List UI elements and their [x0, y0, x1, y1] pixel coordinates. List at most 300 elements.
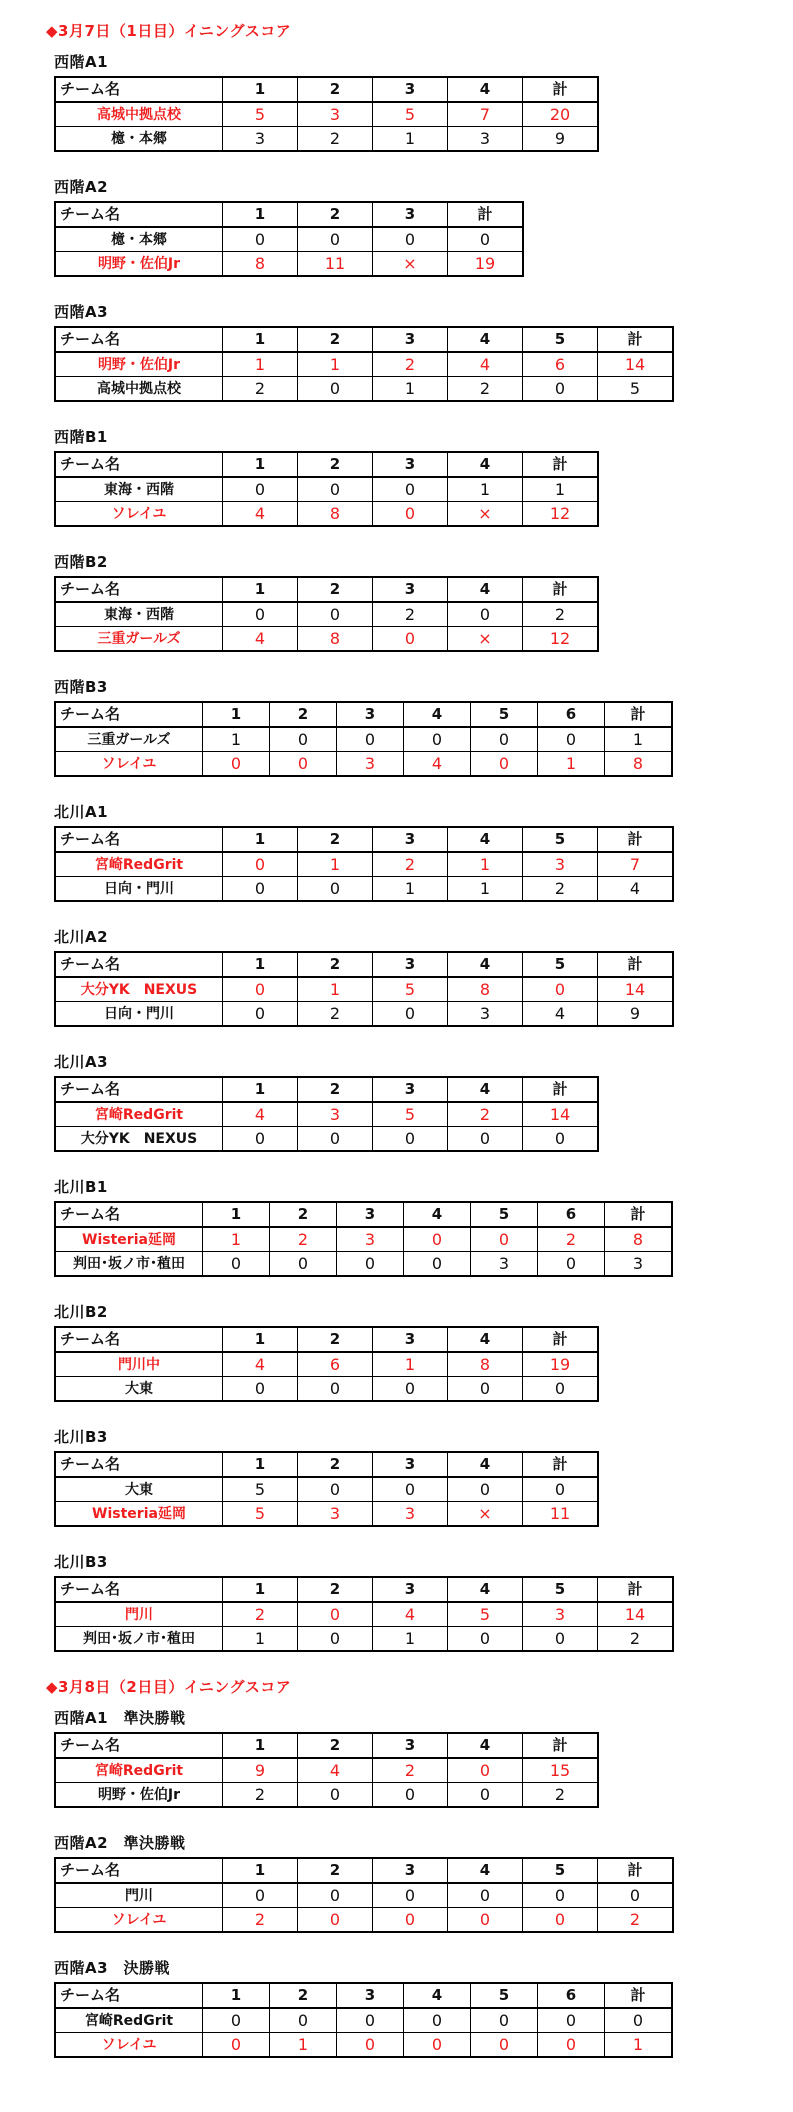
score-cell: 3: [373, 1502, 448, 1527]
total-cell: 20: [523, 102, 599, 127]
score-table: [54, 1451, 599, 1527]
inning-col-header: 3: [373, 77, 448, 102]
score-cell: 9: [223, 1758, 298, 1783]
score-cell: 5: [223, 102, 298, 127]
team-name-cell: 明野・佐伯Jr: [55, 352, 223, 377]
total-col-header: 計: [523, 1733, 599, 1758]
score-section: [54, 801, 793, 902]
score-section: [54, 676, 793, 777]
team-row: [55, 1883, 673, 1908]
team-row: [55, 1227, 672, 1252]
team-col-header: チーム名: [55, 1733, 223, 1758]
score-cell: 0: [270, 727, 337, 752]
inning-col-header: 3: [373, 202, 448, 227]
score-cell: 1: [223, 1627, 298, 1652]
score-cell: 0: [298, 1477, 373, 1502]
score-cell: 3: [298, 1102, 373, 1127]
score-cell: 2: [373, 852, 448, 877]
inning-col-header: 6: [538, 1983, 605, 2008]
inning-col-header: 4: [404, 702, 471, 727]
inning-col-header: 2: [298, 827, 373, 852]
total-col-header: 計: [598, 952, 674, 977]
total-col-header: 計: [598, 1858, 674, 1883]
score-cell: 2: [523, 877, 598, 902]
total-cell: 7: [598, 852, 674, 877]
team-col-header: チーム名: [55, 702, 203, 727]
inning-col-header: 1: [223, 1327, 298, 1352]
inning-col-header: 5: [523, 327, 598, 352]
team-row: [55, 502, 598, 527]
total-cell: 1: [605, 727, 673, 752]
header-row: [55, 952, 673, 977]
score-cell: 0: [223, 1883, 298, 1908]
inning-col-header: 1: [223, 1077, 298, 1102]
score-cell: 3: [523, 852, 598, 877]
score-table: [54, 1982, 673, 2058]
inning-col-header: 6: [538, 1202, 605, 1227]
score-cell: 0: [298, 602, 373, 627]
section-title: 北川A2: [54, 928, 109, 946]
inning-col-header: 1: [223, 1577, 298, 1602]
score-cell: 0: [298, 1127, 373, 1152]
team-row: [55, 1127, 598, 1152]
header-row: [55, 327, 673, 352]
score-table: [54, 576, 599, 652]
team-row: [55, 1102, 598, 1127]
team-name-cell: 高城中拠点校: [55, 102, 223, 127]
section-title: 西階A1: [54, 53, 109, 71]
inning-col-header: 4: [448, 827, 523, 852]
score-cell: 0: [223, 602, 298, 627]
total-cell: 14: [598, 1602, 674, 1627]
inning-col-header: 5: [523, 952, 598, 977]
score-cell: 0: [373, 1908, 448, 1933]
score-cell: 0: [404, 2008, 471, 2033]
team-row: [55, 1352, 598, 1377]
score-cell: 0: [373, 502, 448, 527]
inning-col-header: 2: [298, 1577, 373, 1602]
team-col-header: チーム名: [55, 577, 223, 602]
team-name-cell: 日向・門川: [55, 877, 223, 902]
inning-col-header: 5: [471, 1983, 538, 2008]
score-table: [54, 701, 673, 777]
score-cell: 0: [223, 852, 298, 877]
total-col-header: 計: [605, 1983, 673, 2008]
section-title: 西階B1: [54, 428, 108, 446]
score-section: [54, 1551, 793, 1652]
inning-col-header: 2: [270, 1983, 337, 2008]
team-name-cell: 判田･坂ノ市･稙田: [55, 1252, 203, 1277]
inning-col-header: 4: [404, 1983, 471, 2008]
score-cell: 3: [298, 102, 373, 127]
inning-col-header: 3: [337, 702, 404, 727]
score-cell: 2: [373, 602, 448, 627]
team-name-cell: 明野・佐伯Jr: [55, 252, 223, 277]
team-name-cell: Wisteria延岡: [55, 1502, 223, 1527]
team-name-cell: 三重ガールズ: [55, 627, 223, 652]
score-cell: 0: [298, 1908, 373, 1933]
score-table: [54, 201, 524, 277]
score-cell: 0: [373, 1002, 448, 1027]
score-cell: 0: [203, 2008, 270, 2033]
inning-col-header: 3: [373, 1733, 448, 1758]
score-cell: 1: [270, 2033, 337, 2058]
inning-col-header: 3: [373, 952, 448, 977]
total-cell: 12: [523, 627, 599, 652]
score-table: [54, 1857, 674, 1933]
inning-col-header: 4: [448, 952, 523, 977]
score-table: [54, 451, 599, 527]
score-cell: 1: [448, 477, 523, 502]
team-row: [55, 627, 598, 652]
score-cell: 0: [471, 2008, 538, 2033]
score-cell: 0: [373, 1783, 448, 1808]
score-cell: 0: [298, 1377, 373, 1402]
inning-col-header: 2: [270, 702, 337, 727]
score-cell: 1: [298, 852, 373, 877]
inning-col-header: 3: [337, 1202, 404, 1227]
score-table: [54, 826, 674, 902]
total-cell: 14: [598, 352, 674, 377]
team-name-cell: 大東: [55, 1377, 223, 1402]
score-cell: 4: [223, 502, 298, 527]
score-cell: 3: [448, 127, 523, 152]
score-section: [54, 301, 793, 402]
total-col-header: 計: [523, 1077, 599, 1102]
total-cell: 2: [598, 1908, 674, 1933]
score-cell: 0: [298, 877, 373, 902]
score-cell: 2: [223, 1602, 298, 1627]
score-cell: ×: [448, 1502, 523, 1527]
score-cell: 2: [448, 377, 523, 402]
inning-col-header: 3: [373, 577, 448, 602]
inning-col-header: 5: [471, 1202, 538, 1227]
score-cell: 0: [448, 1127, 523, 1152]
score-cell: 3: [448, 1002, 523, 1027]
total-cell: 2: [523, 602, 599, 627]
score-cell: 4: [223, 1102, 298, 1127]
team-row: [55, 1908, 673, 1933]
team-name-cell: 宮崎RedGrit: [55, 2008, 203, 2033]
inning-col-header: 1: [223, 1452, 298, 1477]
section-title: 西階B3: [54, 678, 108, 696]
team-col-header: チーム名: [55, 1577, 223, 1602]
team-name-cell: ソレイユ: [55, 752, 203, 777]
inning-col-header: 4: [404, 1202, 471, 1227]
score-cell: 8: [298, 627, 373, 652]
inning-col-header: 2: [298, 1733, 373, 1758]
score-cell: 0: [298, 377, 373, 402]
score-cell: 0: [448, 602, 523, 627]
score-cell: 1: [203, 727, 270, 752]
score-cell: 6: [298, 1352, 373, 1377]
score-cell: 0: [298, 227, 373, 252]
score-cell: 3: [337, 752, 404, 777]
inning-col-header: 4: [448, 327, 523, 352]
header-row: [55, 1858, 673, 1883]
inning-col-header: 4: [448, 1733, 523, 1758]
total-cell: 12: [523, 502, 599, 527]
inning-col-header: 1: [203, 1983, 270, 2008]
score-cell: 0: [203, 1252, 270, 1277]
score-cell: 0: [404, 727, 471, 752]
score-cell: 4: [448, 352, 523, 377]
score-cell: 3: [523, 1602, 598, 1627]
team-name-cell: 東海・西階: [55, 477, 223, 502]
section-title: 北川B3: [54, 1553, 108, 1571]
inning-col-header: 3: [373, 1577, 448, 1602]
score-section: [54, 51, 793, 152]
inning-col-header: 1: [223, 577, 298, 602]
score-table: [54, 326, 674, 402]
total-col-header: 計: [523, 577, 599, 602]
score-cell: 3: [223, 127, 298, 152]
score-cell: 2: [373, 1758, 448, 1783]
team-name-cell: 宮崎RedGrit: [55, 1102, 223, 1127]
section-title: 北川B2: [54, 1303, 108, 1321]
score-cell: 2: [448, 1102, 523, 1127]
score-cell: 0: [523, 1908, 598, 1933]
total-col-header: 計: [523, 77, 599, 102]
team-row: [55, 227, 523, 252]
inning-col-header: 1: [223, 827, 298, 852]
team-row: [55, 877, 673, 902]
score-cell: 1: [373, 1352, 448, 1377]
inning-col-header: 3: [373, 827, 448, 852]
total-cell: 8: [605, 1227, 673, 1252]
score-cell: ×: [448, 502, 523, 527]
score-cell: 5: [373, 102, 448, 127]
score-cell: 0: [404, 1227, 471, 1252]
score-cell: 5: [373, 1102, 448, 1127]
day-heading: ◆3月8日（2日目）イニングスコア: [46, 1678, 292, 1696]
team-name-cell: 日向・門川: [55, 1002, 223, 1027]
team-row: [55, 1252, 672, 1277]
score-cell: 2: [223, 1783, 298, 1808]
score-section: [54, 1176, 793, 1277]
section-title: 西階A3 決勝戦: [54, 1959, 171, 1977]
score-cell: 0: [373, 1377, 448, 1402]
score-cell: 0: [337, 727, 404, 752]
section-title: 西階A2: [54, 178, 109, 196]
score-cell: 0: [523, 977, 598, 1002]
inning-col-header: 1: [223, 1733, 298, 1758]
score-cell: 2: [538, 1227, 605, 1252]
inning-col-header: 2: [298, 952, 373, 977]
score-cell: 0: [523, 1883, 598, 1908]
header-row: [55, 577, 598, 602]
score-cell: 0: [538, 1252, 605, 1277]
team-name-cell: ソレイユ: [55, 2033, 203, 2058]
team-row: [55, 1758, 598, 1783]
score-cell: 0: [298, 1627, 373, 1652]
score-cell: 1: [448, 877, 523, 902]
score-table: [54, 1326, 599, 1402]
section-title: 北川A1: [54, 803, 109, 821]
team-row: [55, 977, 673, 1002]
score-cell: 0: [223, 1127, 298, 1152]
score-cell: 0: [538, 2033, 605, 2058]
score-cell: 0: [223, 477, 298, 502]
team-row: [55, 1502, 598, 1527]
team-row: [55, 1002, 673, 1027]
total-cell: 8: [605, 752, 673, 777]
score-cell: 0: [448, 1908, 523, 1933]
score-cell: 0: [448, 1758, 523, 1783]
score-section: [54, 1957, 793, 2058]
team-name-cell: ソレイユ: [55, 1908, 223, 1933]
score-cell: 4: [373, 1602, 448, 1627]
score-cell: 4: [523, 1002, 598, 1027]
header-row: [55, 77, 598, 102]
section-title: 北川A3: [54, 1053, 109, 1071]
total-col-header: 計: [448, 202, 524, 227]
section-title: 北川B1: [54, 1178, 108, 1196]
inning-col-header: 3: [373, 1858, 448, 1883]
inning-col-header: 5: [523, 1577, 598, 1602]
team-row: [55, 1602, 673, 1627]
score-cell: 0: [471, 1227, 538, 1252]
total-cell: 11: [523, 1502, 599, 1527]
inning-col-header: 6: [538, 702, 605, 727]
score-cell: 0: [523, 1627, 598, 1652]
inning-col-header: 1: [223, 452, 298, 477]
header-row: [55, 1733, 598, 1758]
inning-col-header: 4: [448, 1452, 523, 1477]
team-name-cell: 門川: [55, 1602, 223, 1627]
inning-col-header: 5: [523, 1858, 598, 1883]
inning-col-header: 4: [448, 1077, 523, 1102]
total-cell: 1: [523, 477, 599, 502]
section-title: 西階A1 準決勝戦: [54, 1709, 186, 1727]
total-cell: 2: [598, 1627, 674, 1652]
team-name-cell: 宮崎RedGrit: [55, 1758, 223, 1783]
team-col-header: チーム名: [55, 1858, 223, 1883]
total-cell: 0: [448, 227, 524, 252]
section-title: 北川B3: [54, 1428, 108, 1446]
score-cell: 3: [337, 1227, 404, 1252]
total-cell: 4: [598, 877, 674, 902]
total-col-header: 計: [598, 1577, 674, 1602]
team-col-header: チーム名: [55, 202, 223, 227]
header-row: [55, 1983, 672, 2008]
team-col-header: チーム名: [55, 827, 223, 852]
total-cell: 1: [605, 2033, 673, 2058]
team-name-cell: 宮崎RedGrit: [55, 852, 223, 877]
inning-col-header: 4: [448, 577, 523, 602]
total-col-header: 計: [605, 702, 673, 727]
inning-col-header: 1: [203, 1202, 270, 1227]
inning-col-header: 5: [523, 827, 598, 852]
score-cell: 8: [448, 1352, 523, 1377]
score-cell: 8: [448, 977, 523, 1002]
team-name-cell: 判田･坂ノ市･稙田: [55, 1627, 223, 1652]
inning-col-header: 2: [298, 452, 373, 477]
team-col-header: チーム名: [55, 952, 223, 977]
score-cell: 0: [223, 1377, 298, 1402]
total-col-header: 計: [605, 1202, 673, 1227]
score-cell: 1: [538, 752, 605, 777]
team-row: [55, 352, 673, 377]
team-row: [55, 1627, 673, 1652]
team-row: [55, 2033, 672, 2058]
team-name-cell: Wisteria延岡: [55, 1227, 203, 1252]
header-row: [55, 202, 523, 227]
team-col-header: チーム名: [55, 1983, 203, 2008]
score-cell: 0: [337, 2008, 404, 2033]
total-col-header: 計: [523, 1327, 599, 1352]
score-cell: 7: [448, 102, 523, 127]
inning-col-header: 2: [298, 1858, 373, 1883]
score-table: [54, 76, 599, 152]
score-cell: ×: [448, 627, 523, 652]
score-cell: 0: [337, 2033, 404, 2058]
inning-col-header: 3: [373, 1452, 448, 1477]
team-name-cell: 檍・本郷: [55, 227, 223, 252]
score-cell: 5: [223, 1477, 298, 1502]
score-cell: 0: [203, 2033, 270, 2058]
header-row: [55, 827, 673, 852]
header-row: [55, 1452, 598, 1477]
score-cell: 1: [373, 127, 448, 152]
score-cell: 0: [404, 1252, 471, 1277]
score-cell: 0: [471, 2033, 538, 2058]
total-cell: 0: [523, 1377, 599, 1402]
score-section: [54, 426, 793, 527]
team-name-cell: 東海・西階: [55, 602, 223, 627]
score-cell: 4: [223, 627, 298, 652]
team-row: [55, 127, 598, 152]
inning-col-header: 1: [223, 77, 298, 102]
score-cell: 8: [223, 252, 298, 277]
inning-col-header: 3: [373, 1077, 448, 1102]
team-name-cell: 門川中: [55, 1352, 223, 1377]
score-cell: 0: [298, 1883, 373, 1908]
score-cell: 2: [298, 127, 373, 152]
score-cell: 1: [203, 1227, 270, 1252]
score-section: [54, 1051, 793, 1152]
score-table: [54, 951, 674, 1027]
total-cell: 14: [598, 977, 674, 1002]
score-section: [54, 1832, 793, 1933]
inning-col-header: 4: [448, 77, 523, 102]
team-name-cell: 高城中拠点校: [55, 377, 223, 402]
score-cell: 0: [448, 1783, 523, 1808]
total-cell: 0: [523, 1477, 599, 1502]
total-cell: 0: [523, 1127, 599, 1152]
score-cell: 0: [270, 2008, 337, 2033]
team-name-cell: ソレイユ: [55, 502, 223, 527]
score-section: [54, 1301, 793, 1402]
team-col-header: チーム名: [55, 1452, 223, 1477]
score-section: [54, 926, 793, 1027]
score-cell: 0: [270, 1252, 337, 1277]
score-cell: 0: [448, 1627, 523, 1652]
total-cell: 0: [598, 1883, 674, 1908]
team-name-cell: 門川: [55, 1883, 223, 1908]
score-cell: 1: [373, 1627, 448, 1652]
inning-col-header: 2: [298, 577, 373, 602]
team-row: [55, 602, 598, 627]
inning-col-header: 2: [298, 77, 373, 102]
inning-col-header: 3: [373, 327, 448, 352]
score-cell: 1: [298, 977, 373, 1002]
team-col-header: チーム名: [55, 1077, 223, 1102]
total-cell: 0: [605, 2008, 673, 2033]
score-section: [54, 176, 793, 277]
score-cell: 0: [404, 2033, 471, 2058]
score-cell: 2: [223, 1908, 298, 1933]
